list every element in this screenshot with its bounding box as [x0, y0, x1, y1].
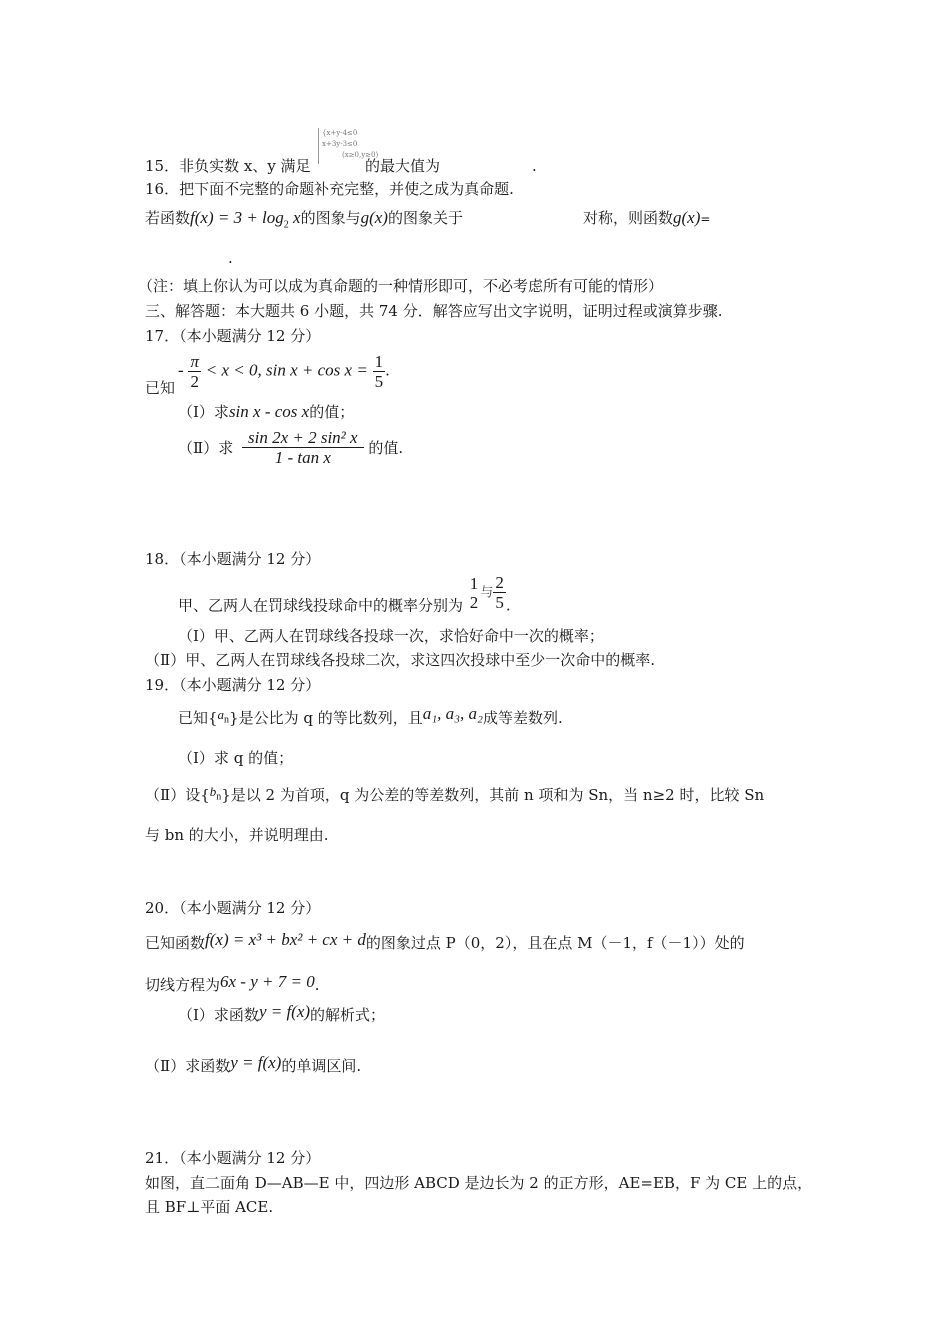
q20-intro: 已知函数f(x) = x³ + bx² + cx + d的图象过点 P（0，2），且在点 M（－1，f（－1））处的: [145, 930, 745, 952]
q15-blank-end: .: [532, 157, 537, 175]
q18-part2: （Ⅱ）甲、乙两人在罚球线各投球二次，求这四次投球中至少一次命中的概率.: [145, 651, 655, 669]
q16-lead: 若函数: [145, 209, 191, 227]
q18-intro-text: 甲、乙两人在罚球线投球命中的概率分别为: [178, 596, 464, 615]
q16-note: （注：填上你认为可以成为真命题的一种情形即可，不必考虑所有可能的情形）: [138, 277, 664, 295]
q16-line2-tail: [583, 208, 710, 229]
q19-part1: （Ⅰ）求 q 的值；: [178, 749, 294, 767]
section3-heading: 三、解答题：本大题共 6 小题，共 74 分．解答应写出文字说明，证明过程或演算步骤.: [145, 302, 723, 320]
q17-pi-over-2: $\frac{\pi}{2}$: [190, 352, 199, 391]
q18-header: 18．（本小题满分 12 分）: [145, 550, 321, 568]
q16-mid: 的图象与: [300, 209, 361, 227]
q16-line2: [145, 208, 463, 235]
q16-g-formula2: g(x): [673, 208, 701, 227]
q15-line-tail: [365, 156, 440, 176]
q19-part2: （Ⅱ）设$\{b_n\}$是以 2 为首项，q 为公差的等差数列，其前 n 项和为 Sn，当 n≥2 时，比较 Sn: [145, 784, 765, 804]
q19-sequence: a₁, a₃, a₂: [422, 704, 483, 723]
q17-part2-fraction: $\frac{\text{sin 2x + 2 sin² x}}{\text{1 - tan x}}$: [242, 428, 364, 467]
q17-part1-label: （Ⅰ）求: [178, 403, 229, 421]
q17-condition: [178, 352, 390, 391]
q20-part2-formula: y = f(x): [230, 1053, 282, 1072]
q17-period: .: [385, 361, 390, 380]
q20-part2: （Ⅱ）求函数y = f(x)的单调区间.: [145, 1053, 362, 1075]
q19-part2-cont: 与 bn 的大小，并说明理由.: [145, 826, 329, 844]
q18-fraction-2: $\frac{2}{5}$: [495, 573, 504, 612]
q17-header: 17．（本小题满分 12 分）: [145, 327, 321, 345]
q20-tangent-line: 切线方程为6x - y + 7 = 0.: [145, 972, 320, 994]
q18-period: .: [505, 596, 511, 615]
q17-part1: [178, 402, 354, 422]
q18-part1: （Ⅰ）甲、乙两人在罚球线各投球一次，求恰好命中一次的概率；: [178, 627, 604, 645]
q16-line1: 16．把下面不完整的命题补充完整，并使之成为真命题.: [145, 180, 514, 198]
q16-mid2: 的图象关于: [387, 209, 463, 227]
q17-part2-end: 的值.: [368, 439, 404, 457]
q15-constraint-2: x+3y-3≤0: [322, 140, 358, 148]
q15-constraint-1: {x+y-4≤0: [322, 129, 358, 137]
q16-dot: .: [228, 249, 233, 267]
q19-intro: 已知$\{a_n\}$是公比为 q 的等比数列，且a₁, a₃, a₂成等差数列.: [178, 704, 563, 727]
q21-header: 21．（本小题满分 12 分）: [145, 1149, 321, 1167]
q19-bn: $b_n$: [209, 784, 222, 803]
q17-one-fifth: $\frac{1}{5}$: [374, 352, 384, 391]
q15-constraint-3: (x≥0,y≥0): [342, 151, 379, 159]
q18-yu: 与: [480, 585, 494, 601]
q16-mid3: 对称，则函数: [583, 209, 674, 227]
q17-part2-label: （Ⅱ）求: [178, 439, 234, 457]
q19-an: $a_n$: [217, 707, 230, 726]
q17-part2: [178, 428, 403, 467]
q17-known-label: 已知: [145, 379, 176, 397]
q20-part1-formula: y = f(x): [258, 1002, 311, 1021]
q20-tangent: 6x - y + 7 = 0: [220, 972, 315, 991]
q15-text: 15．非负实数 x、y 满足: [145, 157, 311, 175]
q17-part1-end: 的值；: [309, 403, 355, 421]
q17-part1-formula: sin x - cos x: [228, 402, 310, 421]
q17-cond-text: < x < 0, sin x + cos x =: [205, 360, 368, 380]
q20-header: 20．（本小题满分 12 分）: [145, 899, 321, 917]
q15-max-text: 的最大值为: [365, 157, 441, 175]
q16-f-formula: $f(x) = 3 + \log_2 x$: [190, 208, 301, 231]
q15-constraint-system: [318, 128, 379, 164]
q21-line2: 且 BF⊥平面 ACE.: [145, 1198, 274, 1216]
q19-header: 19．（本小题满分 12 分）: [145, 676, 321, 694]
q15-line: [145, 156, 311, 176]
q20-function: f(x) = x³ + bx² + cx + d: [205, 930, 366, 949]
q21-line1: 如图，直二面角 D—AB—E 中，四边形 ABCD 是边长为 2 的正方形，AE=EB，F 为 CE 上的点，: [145, 1174, 813, 1192]
q17-minus: -: [178, 360, 184, 380]
q16-g-formula: g(x): [360, 208, 388, 227]
q20-part1: （Ⅰ）求函数y = f(x)的解析式；: [178, 1002, 386, 1024]
q18-fraction-1: 1 2: [469, 573, 479, 612]
q16-eq: =: [700, 212, 711, 226]
q18-intro: [178, 573, 511, 616]
